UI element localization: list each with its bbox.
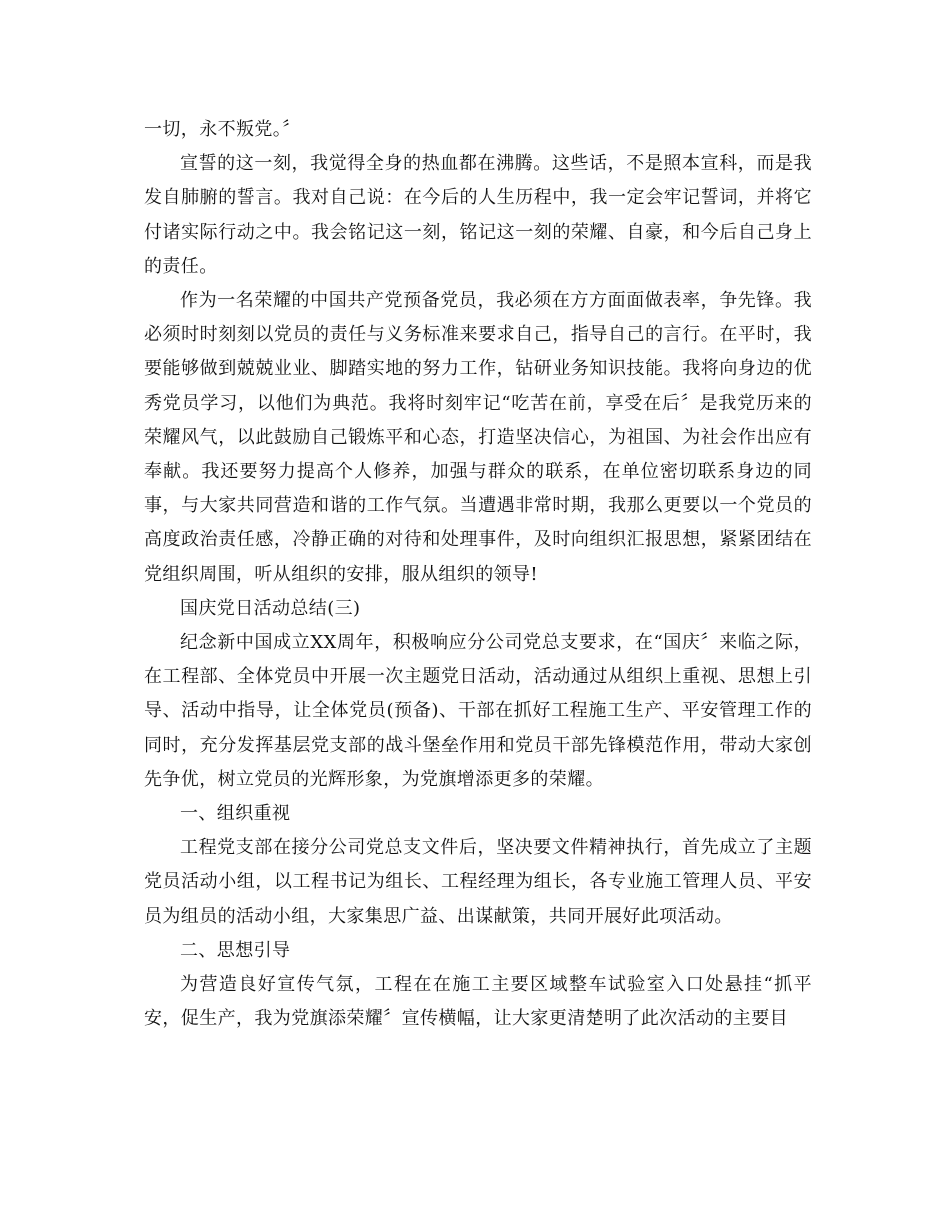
document-body [144, 113, 812, 1036]
section-heading-organization: 一、组织重视 [180, 803, 291, 825]
paragraph-anniversary: 纪念新中国成立XX周年，积极响应分公司党总支要求，在“国庆〞来临之际，在工程部、全体党员中开展一次主题党日活动，活动通过从组织上重视、思想上引导、活动中指导，让全体党员(预备)、干部在抓好工程施工生产、平安管理工作的同时，充分发挥基层党支部的战斗堡垒作用和党员干部先锋模范作用，带动大家创先争优，树立党员的光辉形象，为党旗增添更多的荣耀。 [144, 632, 812, 790]
paragraph-oath-moment: 宣誓的这一刻，我觉得全身的热血都在沸腾。这些话，不是照本宣科，而是我发自肺腑的誓言。我对自己说：在今后的人生历程中，我一定会牢记誓词，并将它付诸实际行动之中。我会铭记这一刻，铭记这一刻的荣耀、自豪，和今后自己身上的责任。 [144, 153, 812, 277]
section-heading-ideology: 二、思想引导 [180, 939, 291, 961]
section-heading-summary-3: 国庆党日活动总结(三) [180, 597, 361, 619]
paragraph-organization: 工程党支部在接分公司党总支文件后，坚决要文件精神执行，首先成立了主题党员活动小组，以工程书记为组长、工程经理为组长，各专业施工管理人员、平安员为组员的活动小组，大家集思广益、出谋献策，共同开展好此项活动。 [144, 837, 812, 927]
paragraph-oath-end: 一切，永不叛党。〞 [144, 119, 301, 140]
paragraph-member-duty: 作为一名荣耀的中国共产党预备党员，我必须在方方面面做表率，争先锋。我必须时时刻刻以党员的责任与义务标准来要求自己，指导自己的言行。在平时，我要能够做到兢兢业业、脚踏实地的努力工作，钻研业务知识技能。我将向身边的优秀党员学习，以他们为典范。我将时刻牢记“吃苦在前，享受在后〞是我党历来的荣耀风气，以此鼓励自己锻炼平和心态，打造坚决信心，为祖国、为社会作出应有奉献。我还要努力提高个人修养，加强与群众的联系，在单位密切联系身边的同事，与大家共同营造和谐的工作气氛。当遭遇非常时期，我那么更要以一个党员的高度政治责任感，冷静正确的对待和处理事件，及时向组织汇报思想，紧紧团结在党组织周围，听从组织的安排，服从组织的领导! [144, 290, 812, 585]
paragraph-ideology: 为营造良好宣传气氛，工程在在施工主要区域整车试验室入口处悬挂“抓平安，促生产，我为党旗添荣耀〞宣传横幅，让大家更清楚明了此次活动的主要目 [144, 974, 812, 1030]
